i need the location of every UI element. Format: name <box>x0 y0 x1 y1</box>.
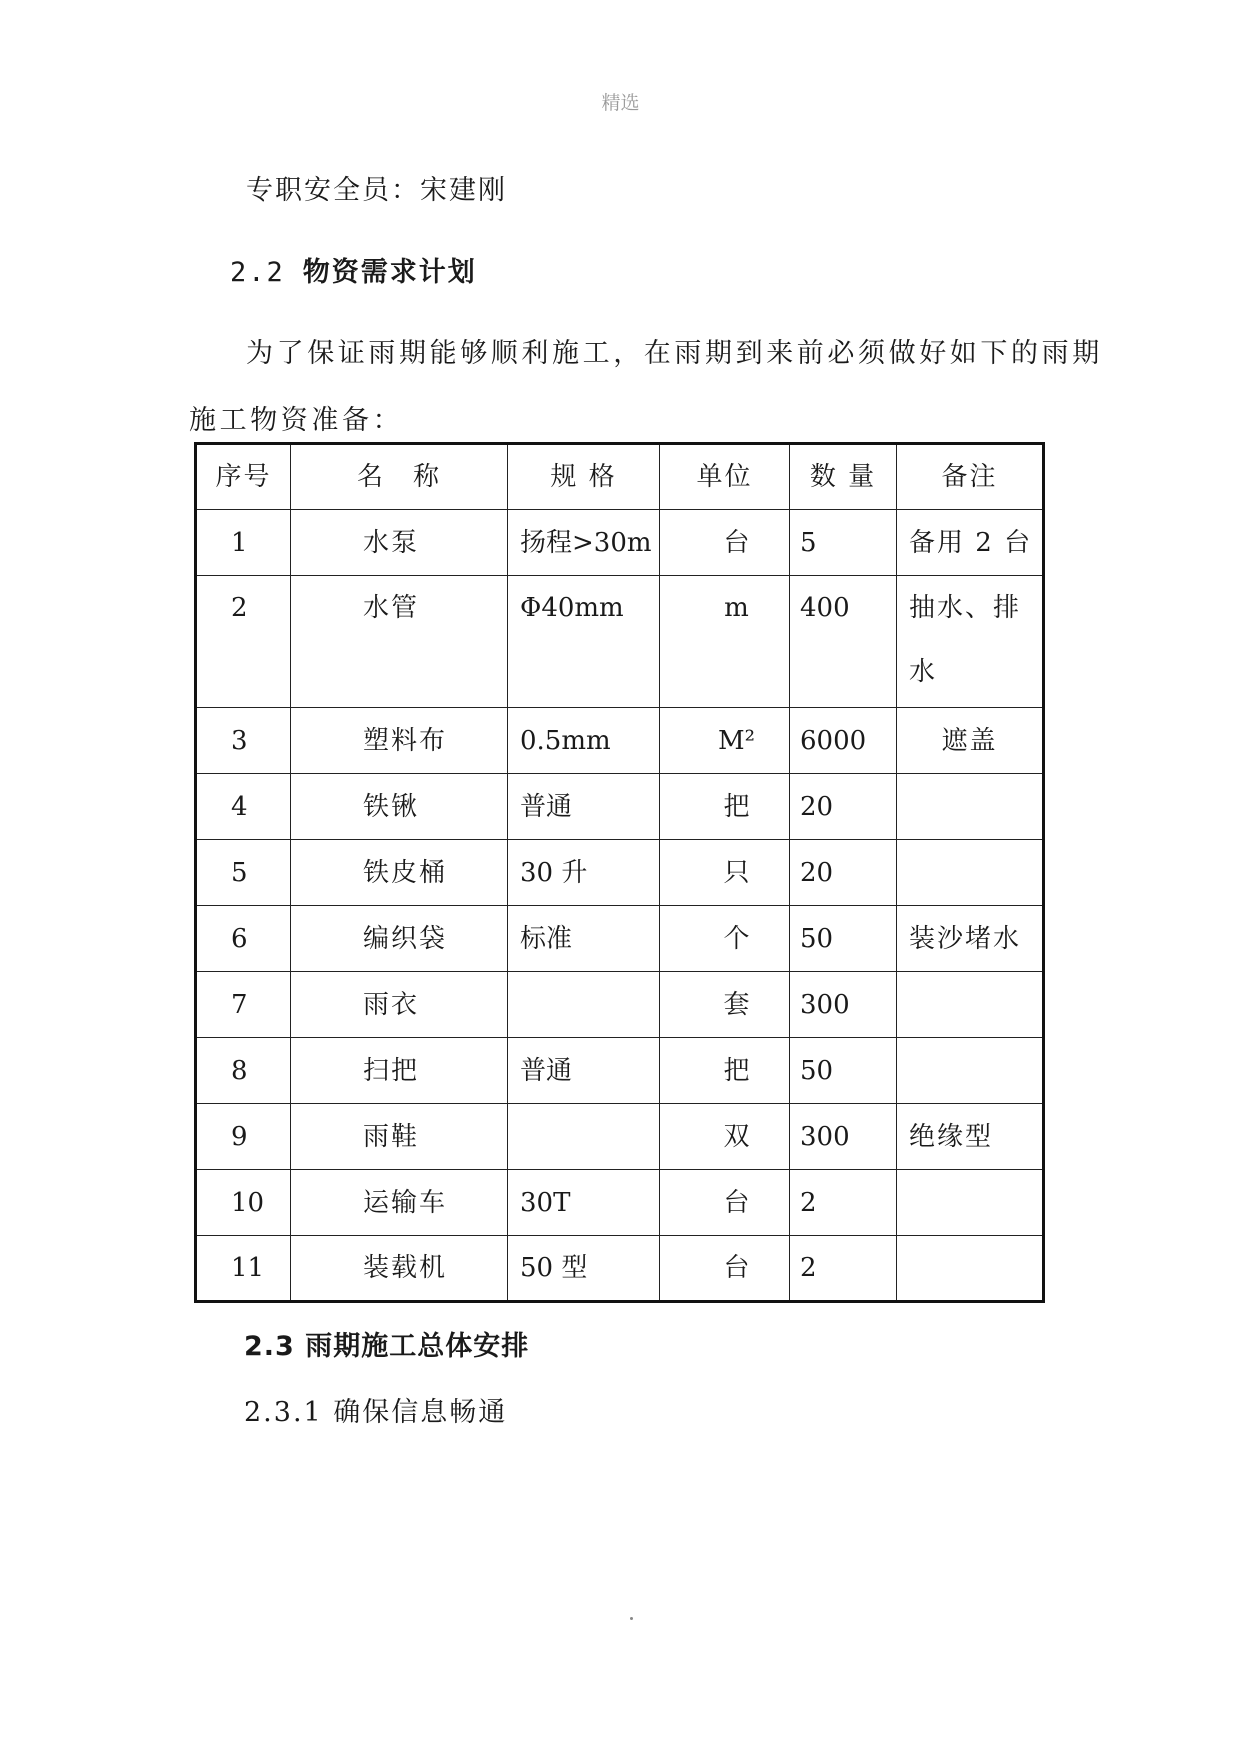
table-row <box>196 708 1044 774</box>
cell-spec: 普通 <box>508 774 660 840</box>
table-header-row <box>196 444 1044 510</box>
cell-qty: 300 <box>790 972 897 1038</box>
cell-note <box>897 1038 1044 1104</box>
cell-qty: 2 <box>790 1236 897 1302</box>
cell-name: 装载机 <box>291 1236 508 1302</box>
table-row <box>196 1170 1044 1236</box>
safety-officer-line: 专职安全员：宋建刚 <box>246 175 507 206</box>
cell-name: 水管 <box>291 576 508 708</box>
cell-note <box>897 774 1044 840</box>
header-note: 备注 <box>897 444 1044 510</box>
cell-spec <box>508 1104 660 1170</box>
cell-seq: 10 <box>196 1170 291 1236</box>
cell-seq: 3 <box>196 708 291 774</box>
cell-seq: 1 <box>196 510 291 576</box>
section-2-3-1-heading: 2.3.1 确保信息畅通 <box>244 1397 508 1428</box>
cell-unit: 把 <box>660 774 790 840</box>
cell-note <box>897 1236 1044 1302</box>
section-2-2-heading <box>230 250 477 289</box>
cell-unit: 只 <box>660 840 790 906</box>
materials-table <box>194 442 1045 1303</box>
cell-unit: M² <box>660 708 790 774</box>
cell-name: 水泵 <box>291 510 508 576</box>
cell-qty: 20 <box>790 840 897 906</box>
cell-spec: 扬程>30m <box>508 510 660 576</box>
cell-name: 铁皮桶 <box>291 840 508 906</box>
cell-seq: 11 <box>196 1236 291 1302</box>
cell-unit: 套 <box>660 972 790 1038</box>
section-2-3-heading: 2.3 雨期施工总体安排 <box>244 1331 530 1362</box>
header-name: 名 称 <box>291 444 508 510</box>
cell-qty: 2 <box>790 1170 897 1236</box>
cell-spec: 30T <box>508 1170 660 1236</box>
cell-name: 编织袋 <box>291 906 508 972</box>
cell-name: 雨鞋 <box>291 1104 508 1170</box>
cell-note <box>897 972 1044 1038</box>
cell-qty: 400 <box>790 576 897 708</box>
cell-spec: 0.5mm <box>508 708 660 774</box>
cell-seq: 4 <box>196 774 291 840</box>
table-row <box>196 1236 1044 1302</box>
cell-seq: 8 <box>196 1038 291 1104</box>
cell-spec: 50 型 <box>508 1236 660 1302</box>
cell-qty: 6000 <box>790 708 897 774</box>
section-number: 2.2 <box>230 257 285 288</box>
cell-spec: Φ40mm <box>508 576 660 708</box>
cell-name: 运输车 <box>291 1170 508 1236</box>
cell-seq: 5 <box>196 840 291 906</box>
cell-unit: 台 <box>660 1170 790 1236</box>
cell-qty: 50 <box>790 1038 897 1104</box>
cell-note: 备用 2 台 <box>897 510 1044 576</box>
table-row <box>196 906 1044 972</box>
cell-spec: 30 升 <box>508 840 660 906</box>
table-row <box>196 1038 1044 1104</box>
cell-spec: 普通 <box>508 1038 660 1104</box>
cell-name: 铁锹 <box>291 774 508 840</box>
cell-note: 抽水、排水 <box>897 576 1044 708</box>
cell-unit: 个 <box>660 906 790 972</box>
cell-spec <box>508 972 660 1038</box>
cell-unit: 双 <box>660 1104 790 1170</box>
footer-dot <box>630 1617 633 1620</box>
cell-unit: 台 <box>660 1236 790 1302</box>
cell-note: 遮盖 <box>897 708 1044 774</box>
table-row <box>196 576 1044 708</box>
cell-seq: 2 <box>196 576 291 708</box>
cell-note: 装沙堵水 <box>897 906 1044 972</box>
cell-qty: 300 <box>790 1104 897 1170</box>
cell-note <box>897 1170 1044 1236</box>
table-row <box>196 840 1044 906</box>
header-spec: 规 格 <box>508 444 660 510</box>
table-row <box>196 972 1044 1038</box>
section-title: 物资需求计划 <box>302 257 477 288</box>
cell-name: 扫把 <box>291 1038 508 1104</box>
cell-qty: 20 <box>790 774 897 840</box>
cell-note <box>897 840 1044 906</box>
cell-qty: 5 <box>790 510 897 576</box>
cell-name: 雨衣 <box>291 972 508 1038</box>
table-row <box>196 774 1044 840</box>
intro-paragraph-line-2: 施工物资准备： <box>189 405 404 436</box>
cell-name: 塑料布 <box>291 708 508 774</box>
header-unit: 单位 <box>660 444 790 510</box>
cell-seq: 7 <box>196 972 291 1038</box>
cell-unit: 把 <box>660 1038 790 1104</box>
intro-paragraph-line-1: 为了保证雨期能够顺利施工，在雨期到来前必须做好如下的雨期 <box>246 338 1103 369</box>
cell-note: 绝缘型 <box>897 1104 1044 1170</box>
header-qty: 数 量 <box>790 444 897 510</box>
cell-seq: 6 <box>196 906 291 972</box>
header-watermark: 精选 <box>601 92 640 114</box>
table-row <box>196 510 1044 576</box>
cell-unit: m <box>660 576 790 708</box>
cell-qty: 50 <box>790 906 897 972</box>
cell-unit: 台 <box>660 510 790 576</box>
table-row <box>196 1104 1044 1170</box>
cell-seq: 9 <box>196 1104 291 1170</box>
header-seq: 序号 <box>196 444 291 510</box>
cell-spec: 标准 <box>508 906 660 972</box>
